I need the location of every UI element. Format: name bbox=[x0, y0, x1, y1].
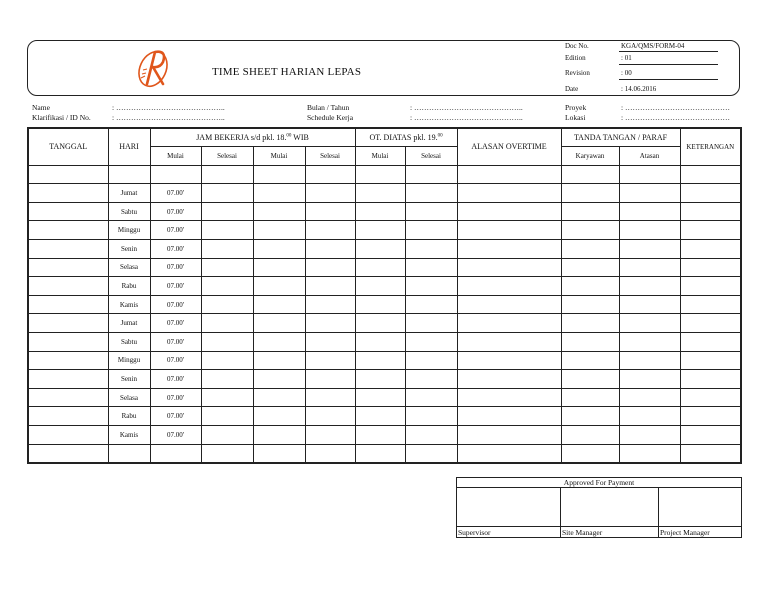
table-cell[interactable] bbox=[561, 370, 619, 389]
table-cell[interactable] bbox=[28, 314, 108, 333]
table-cell[interactable] bbox=[619, 407, 680, 426]
table-cell[interactable] bbox=[253, 388, 305, 407]
table-cell[interactable] bbox=[253, 295, 305, 314]
table-cell[interactable] bbox=[201, 221, 253, 240]
table-row bbox=[28, 351, 741, 370]
col-tanggal: TANGGAL bbox=[28, 128, 108, 165]
hari-cell: Sabtu bbox=[108, 202, 150, 221]
table-cell[interactable] bbox=[405, 221, 457, 240]
table-cell[interactable] bbox=[201, 444, 253, 463]
table-cell[interactable] bbox=[561, 202, 619, 221]
table-row bbox=[28, 407, 741, 426]
meta-divider bbox=[619, 79, 718, 80]
table-cell[interactable] bbox=[561, 351, 619, 370]
timesheet-table bbox=[27, 127, 742, 464]
mulai-cell[interactable]: 07.00' bbox=[150, 351, 201, 370]
table-cell[interactable] bbox=[680, 388, 741, 407]
table-cell[interactable] bbox=[405, 165, 457, 184]
table-cell[interactable] bbox=[253, 277, 305, 296]
mulai-cell[interactable]: 07.00' bbox=[150, 295, 201, 314]
table-cell[interactable] bbox=[680, 184, 741, 203]
table-cell[interactable] bbox=[561, 314, 619, 333]
table-row bbox=[28, 333, 741, 352]
table-cell[interactable] bbox=[561, 295, 619, 314]
table-cell[interactable] bbox=[305, 351, 355, 370]
table-cell[interactable] bbox=[305, 314, 355, 333]
table-cell[interactable] bbox=[680, 444, 741, 463]
table-cell[interactable] bbox=[405, 184, 457, 203]
supervisor-signature-area[interactable] bbox=[457, 488, 561, 527]
table-cell[interactable] bbox=[680, 426, 741, 445]
doc-no-label: Doc No. bbox=[565, 42, 589, 50]
table-cell[interactable] bbox=[619, 388, 680, 407]
table-row bbox=[28, 426, 741, 445]
table-cell[interactable] bbox=[619, 333, 680, 352]
table-cell[interactable] bbox=[561, 258, 619, 277]
table-cell[interactable] bbox=[28, 258, 108, 277]
col-keterangan: KETERANGAN bbox=[680, 128, 741, 165]
hari-cell: Minggu bbox=[108, 221, 150, 240]
table-cell[interactable] bbox=[201, 295, 253, 314]
table-cell[interactable] bbox=[680, 351, 741, 370]
doc-no-value: KGA/QMS/FORM-04 bbox=[621, 42, 685, 50]
mulai-cell[interactable] bbox=[150, 444, 201, 463]
sub-ot-mulai: Mulai bbox=[355, 147, 405, 166]
table-cell[interactable] bbox=[201, 351, 253, 370]
table-cell[interactable] bbox=[355, 295, 405, 314]
sub-mulai: Mulai bbox=[253, 147, 305, 166]
table-row bbox=[28, 314, 741, 333]
site-manager-signature-area[interactable] bbox=[561, 488, 659, 527]
mulai-cell[interactable]: 07.00' bbox=[150, 221, 201, 240]
col-jam-bekerja: JAM BEKERJA s/d pkl. 18.00 WIB bbox=[150, 128, 355, 147]
table-cell[interactable] bbox=[253, 258, 305, 277]
hari-cell bbox=[108, 444, 150, 463]
table-cell[interactable] bbox=[457, 333, 561, 352]
table-cell[interactable] bbox=[305, 407, 355, 426]
table-cell[interactable] bbox=[405, 426, 457, 445]
table-cell[interactable] bbox=[355, 258, 405, 277]
hari-cell: Rabu bbox=[108, 277, 150, 296]
table-cell[interactable] bbox=[355, 426, 405, 445]
table-cell[interactable] bbox=[561, 407, 619, 426]
table-cell[interactable] bbox=[201, 407, 253, 426]
project-manager-signature-area[interactable] bbox=[659, 488, 742, 527]
table-cell[interactable] bbox=[253, 444, 305, 463]
table-cell[interactable] bbox=[561, 388, 619, 407]
proyek-label: Proyek bbox=[565, 103, 587, 112]
table-cell[interactable] bbox=[305, 388, 355, 407]
edition-label: Edition bbox=[565, 54, 586, 62]
hari-cell: Kamis bbox=[108, 295, 150, 314]
table-cell[interactable] bbox=[680, 407, 741, 426]
table-cell[interactable] bbox=[201, 388, 253, 407]
table-cell[interactable] bbox=[28, 184, 108, 203]
lokasi-field[interactable]: : …………………………………… bbox=[621, 113, 730, 122]
table-cell[interactable] bbox=[680, 314, 741, 333]
table-cell[interactable] bbox=[457, 444, 561, 463]
table-cell[interactable] bbox=[253, 426, 305, 445]
name-field[interactable]: : …………………………………….. bbox=[112, 103, 225, 112]
edition-value: : 01 bbox=[621, 54, 632, 62]
table-cell[interactable] bbox=[457, 258, 561, 277]
table-cell[interactable] bbox=[305, 370, 355, 389]
table-cell[interactable] bbox=[355, 444, 405, 463]
table-cell[interactable] bbox=[405, 295, 457, 314]
table-cell[interactable] bbox=[680, 295, 741, 314]
table-cell[interactable] bbox=[355, 202, 405, 221]
table-cell[interactable] bbox=[561, 165, 619, 184]
mulai-cell[interactable]: 07.00' bbox=[150, 240, 201, 259]
klasifikasi-field[interactable]: : …………………………………….. bbox=[112, 113, 225, 122]
table-cell[interactable] bbox=[305, 295, 355, 314]
table-cell[interactable] bbox=[28, 407, 108, 426]
table-cell[interactable] bbox=[355, 333, 405, 352]
table-cell[interactable] bbox=[619, 165, 680, 184]
table-cell[interactable] bbox=[457, 426, 561, 445]
meta-divider bbox=[619, 64, 718, 65]
table-row bbox=[28, 295, 741, 314]
table-cell[interactable] bbox=[619, 240, 680, 259]
table-cell[interactable] bbox=[305, 202, 355, 221]
table-cell[interactable] bbox=[619, 314, 680, 333]
bulan-tahun-field[interactable]: : …………………………………….. bbox=[410, 103, 523, 112]
table-cell[interactable] bbox=[680, 370, 741, 389]
table-cell[interactable] bbox=[457, 314, 561, 333]
table-cell[interactable] bbox=[405, 370, 457, 389]
table-cell[interactable] bbox=[355, 165, 405, 184]
table-cell[interactable] bbox=[28, 370, 108, 389]
col-hari: HARI bbox=[108, 128, 150, 165]
mulai-cell[interactable]: 07.00' bbox=[150, 407, 201, 426]
table-cell[interactable] bbox=[561, 277, 619, 296]
table-row bbox=[28, 444, 741, 463]
proyek-field[interactable]: : …………………………………… bbox=[621, 103, 730, 112]
table-cell[interactable] bbox=[619, 351, 680, 370]
supervisor-label: Supervisor bbox=[457, 527, 561, 538]
table-cell[interactable] bbox=[619, 277, 680, 296]
hari-cell: Minggu bbox=[108, 351, 150, 370]
table-cell[interactable] bbox=[619, 370, 680, 389]
klasifikasi-label: Klarifikasi / ID No. bbox=[32, 113, 91, 122]
table-cell[interactable] bbox=[201, 426, 253, 445]
hari-cell bbox=[108, 165, 150, 184]
table-cell[interactable] bbox=[680, 258, 741, 277]
table-cell[interactable] bbox=[253, 202, 305, 221]
table-cell[interactable] bbox=[355, 240, 405, 259]
table-cell[interactable] bbox=[405, 240, 457, 259]
table-cell[interactable] bbox=[619, 295, 680, 314]
table-row bbox=[28, 258, 741, 277]
table-cell[interactable] bbox=[28, 221, 108, 240]
table-cell[interactable] bbox=[680, 240, 741, 259]
col-overtime: OT. DIATAS pkl. 19.00 bbox=[355, 128, 457, 147]
table-row bbox=[28, 202, 741, 221]
table-row bbox=[28, 184, 741, 203]
mulai-cell[interactable]: 07.00' bbox=[150, 388, 201, 407]
table-cell[interactable] bbox=[680, 202, 741, 221]
sub-mulai: Mulai bbox=[150, 147, 201, 166]
table-cell[interactable] bbox=[253, 333, 305, 352]
table-cell[interactable] bbox=[253, 221, 305, 240]
hari-cell: Selasa bbox=[108, 258, 150, 277]
hari-cell: Senin bbox=[108, 370, 150, 389]
hari-cell: Sabtu bbox=[108, 333, 150, 352]
mulai-cell[interactable]: 07.00' bbox=[150, 258, 201, 277]
table-cell[interactable] bbox=[680, 221, 741, 240]
table-cell[interactable] bbox=[28, 351, 108, 370]
hari-cell: Senin bbox=[108, 240, 150, 259]
table-cell[interactable] bbox=[28, 426, 108, 445]
table-cell[interactable] bbox=[561, 221, 619, 240]
table-cell[interactable] bbox=[561, 240, 619, 259]
bulan-tahun-label: Bulan / Tahun bbox=[307, 103, 350, 112]
table-cell[interactable] bbox=[355, 351, 405, 370]
table-cell[interactable] bbox=[619, 258, 680, 277]
table-cell[interactable] bbox=[457, 184, 561, 203]
table-cell[interactable] bbox=[305, 258, 355, 277]
company-logo bbox=[133, 44, 175, 92]
table-cell[interactable] bbox=[201, 333, 253, 352]
schedule-label: Schedule Kerja bbox=[307, 113, 354, 122]
table-cell[interactable] bbox=[253, 370, 305, 389]
mulai-cell[interactable]: 07.00' bbox=[150, 370, 201, 389]
meta-divider bbox=[619, 51, 718, 52]
table-cell[interactable] bbox=[405, 407, 457, 426]
table-row bbox=[28, 370, 741, 389]
table-cell[interactable] bbox=[405, 333, 457, 352]
table-cell[interactable] bbox=[405, 258, 457, 277]
hari-cell: Rabu bbox=[108, 407, 150, 426]
hari-cell: Selasa bbox=[108, 388, 150, 407]
table-cell[interactable] bbox=[457, 240, 561, 259]
table-cell[interactable] bbox=[457, 370, 561, 389]
table-cell[interactable] bbox=[253, 407, 305, 426]
lokasi-label: Lokasi bbox=[565, 113, 586, 122]
sub-ot-selesai: Selesai bbox=[405, 147, 457, 166]
site-manager-label: Site Manager bbox=[561, 527, 659, 538]
table-cell[interactable] bbox=[305, 165, 355, 184]
mulai-cell[interactable] bbox=[150, 165, 201, 184]
table-cell[interactable] bbox=[201, 370, 253, 389]
sub-selesai: Selesai bbox=[201, 147, 253, 166]
schedule-field[interactable]: : …………………………………….. bbox=[410, 113, 523, 122]
table-cell[interactable] bbox=[405, 388, 457, 407]
table-row bbox=[28, 388, 741, 407]
table-cell[interactable] bbox=[680, 277, 741, 296]
table-cell[interactable] bbox=[457, 165, 561, 184]
table-cell[interactable] bbox=[355, 221, 405, 240]
table-cell[interactable] bbox=[355, 407, 405, 426]
hari-cell: Jumat bbox=[108, 184, 150, 203]
mulai-cell[interactable]: 07.00' bbox=[150, 202, 201, 221]
table-cell[interactable] bbox=[355, 277, 405, 296]
table-cell[interactable] bbox=[201, 184, 253, 203]
table-cell[interactable] bbox=[619, 202, 680, 221]
table-cell[interactable] bbox=[28, 165, 108, 184]
table-cell[interactable] bbox=[305, 444, 355, 463]
table-cell[interactable] bbox=[457, 202, 561, 221]
table-cell[interactable] bbox=[405, 351, 457, 370]
approval-box bbox=[456, 477, 742, 538]
table-cell[interactable] bbox=[457, 407, 561, 426]
table-cell[interactable] bbox=[305, 426, 355, 445]
table-cell[interactable] bbox=[28, 202, 108, 221]
table-cell[interactable] bbox=[405, 314, 457, 333]
table-cell[interactable] bbox=[355, 184, 405, 203]
revision-value: : 00 bbox=[621, 69, 632, 77]
table-cell[interactable] bbox=[405, 277, 457, 296]
table-cell[interactable] bbox=[28, 240, 108, 259]
table-cell[interactable] bbox=[201, 258, 253, 277]
table-cell[interactable] bbox=[28, 333, 108, 352]
table-cell[interactable] bbox=[253, 351, 305, 370]
table-cell[interactable] bbox=[28, 388, 108, 407]
col-alasan-overtime: ALASAN OVERTIME bbox=[457, 128, 561, 165]
table-cell[interactable] bbox=[355, 388, 405, 407]
table-cell[interactable] bbox=[201, 277, 253, 296]
table-cell[interactable] bbox=[619, 426, 680, 445]
table-cell[interactable] bbox=[355, 370, 405, 389]
table-row bbox=[28, 277, 741, 296]
table-cell[interactable] bbox=[457, 277, 561, 296]
mulai-cell[interactable]: 07.00' bbox=[150, 426, 201, 445]
date-label: Date bbox=[565, 85, 579, 93]
table-cell[interactable] bbox=[561, 426, 619, 445]
table-row bbox=[28, 165, 741, 184]
table-cell[interactable] bbox=[253, 184, 305, 203]
mulai-cell[interactable]: 07.00' bbox=[150, 277, 201, 296]
hari-cell: Jumat bbox=[108, 314, 150, 333]
table-cell[interactable] bbox=[253, 240, 305, 259]
table-cell[interactable] bbox=[457, 295, 561, 314]
table-cell[interactable] bbox=[561, 333, 619, 352]
page-title: TIME SHEET HARIAN LEPAS bbox=[212, 66, 362, 78]
sub-karyawan: Karyawan bbox=[561, 147, 619, 166]
table-row bbox=[28, 221, 741, 240]
table-cell[interactable] bbox=[28, 277, 108, 296]
sub-selesai: Selesai bbox=[305, 147, 355, 166]
table-cell[interactable] bbox=[405, 202, 457, 221]
table-cell[interactable] bbox=[457, 221, 561, 240]
table-cell[interactable] bbox=[680, 165, 741, 184]
table-cell[interactable] bbox=[305, 277, 355, 296]
table-cell[interactable] bbox=[619, 184, 680, 203]
table-cell[interactable] bbox=[305, 333, 355, 352]
revision-label: Revision bbox=[565, 69, 590, 77]
table-cell[interactable] bbox=[201, 165, 253, 184]
table-cell[interactable] bbox=[405, 444, 457, 463]
mulai-cell[interactable]: 07.00' bbox=[150, 314, 201, 333]
table-cell[interactable] bbox=[253, 165, 305, 184]
mulai-cell[interactable]: 07.00' bbox=[150, 184, 201, 203]
table-cell[interactable] bbox=[253, 314, 305, 333]
table-cell[interactable] bbox=[561, 444, 619, 463]
table-cell[interactable] bbox=[28, 295, 108, 314]
table-cell[interactable] bbox=[457, 388, 561, 407]
table-row bbox=[28, 240, 741, 259]
table-cell[interactable] bbox=[28, 444, 108, 463]
project-manager-label: Project Manager bbox=[659, 527, 742, 538]
approval-title: Approved For Payment bbox=[457, 478, 742, 488]
date-value: : 14.06.2016 bbox=[621, 85, 657, 93]
table-cell[interactable] bbox=[201, 240, 253, 259]
table-cell[interactable] bbox=[561, 184, 619, 203]
hari-cell: Kamis bbox=[108, 426, 150, 445]
name-label: Name bbox=[32, 103, 50, 112]
table-cell[interactable] bbox=[457, 351, 561, 370]
table-cell[interactable] bbox=[305, 184, 355, 203]
sub-atasan: Atasan bbox=[619, 147, 680, 166]
table-cell[interactable] bbox=[201, 314, 253, 333]
col-tanda-tangan: TANDA TANGAN / PARAF bbox=[561, 128, 680, 147]
table-cell[interactable] bbox=[305, 240, 355, 259]
table-cell[interactable] bbox=[680, 333, 741, 352]
table-cell[interactable] bbox=[355, 314, 405, 333]
table-cell[interactable] bbox=[619, 444, 680, 463]
table-cell[interactable] bbox=[305, 221, 355, 240]
mulai-cell[interactable]: 07.00' bbox=[150, 333, 201, 352]
table-cell[interactable] bbox=[201, 202, 253, 221]
table-cell[interactable] bbox=[619, 221, 680, 240]
